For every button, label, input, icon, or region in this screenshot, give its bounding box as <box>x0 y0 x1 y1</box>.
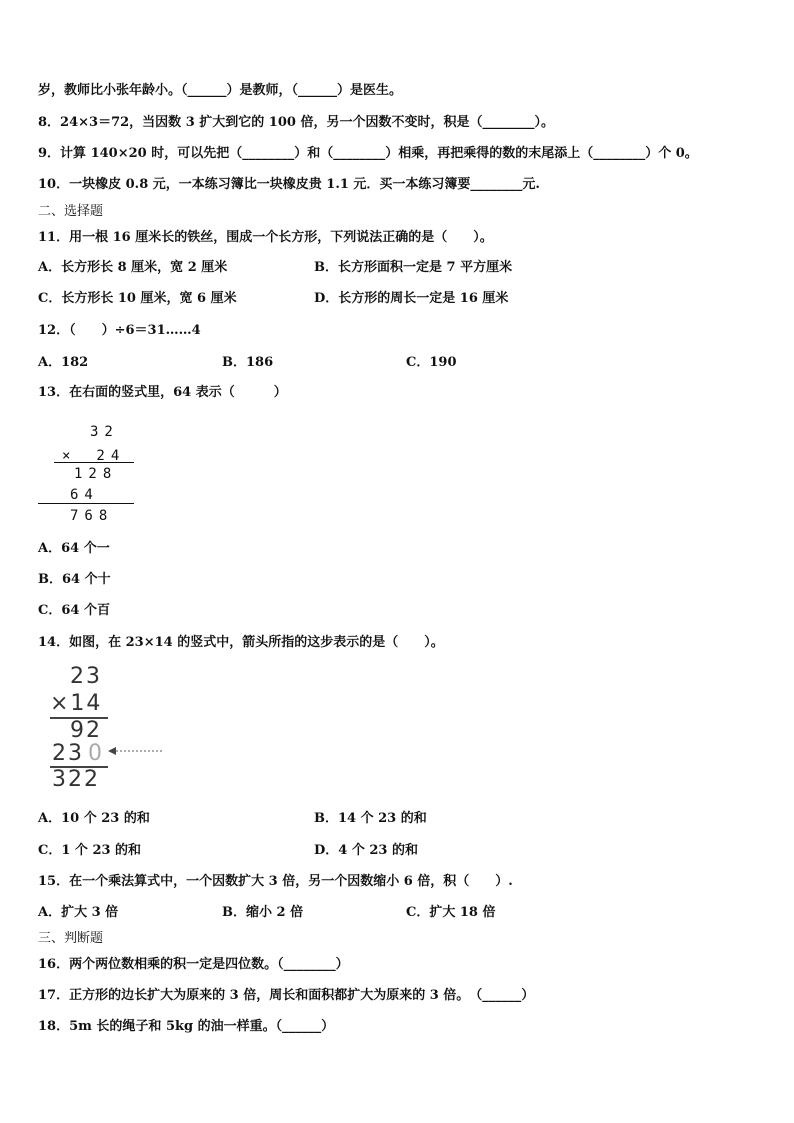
question-11: 11．用一根 16 厘米长的铁丝，围成一个长方形，下列说法正确的是（ ）。 <box>38 230 493 245</box>
calc1-row3: 128 <box>74 466 118 482</box>
question-9: 9．计算 140×20 时，可以先把（________）和（________）相乘，再把乘得的数的末尾添上（________）个 0。 <box>38 146 698 161</box>
calc1-line2 <box>38 503 134 504</box>
question-17: 17．正方形的边长扩大为原来的 3 倍，周长和面积都扩大为原来的 3 倍。 （______） <box>38 988 535 1003</box>
question-7-continued: 岁，教师比小张年龄小。（______）是教师，（______）是医生。 <box>38 83 403 98</box>
question-13: 13．在右面的竖式里，64 表示（ ） <box>38 385 287 400</box>
q14-option-c: C．1 个 23 的和 <box>38 843 142 858</box>
calc2-dotted-zero: 0 <box>88 741 104 766</box>
section-choice-heading: 二、选择题 <box>38 204 104 219</box>
calc1-row4: 64 <box>70 487 99 503</box>
calc2-row2: ×14 <box>50 691 103 716</box>
section-judge-heading: 三、判断题 <box>38 931 104 946</box>
calc1-row5: 768 <box>70 508 114 524</box>
calc1-row2: × 24 <box>62 448 126 464</box>
q13-option-b: B．64 个十 <box>38 572 111 587</box>
q12-option-c: C．190 <box>406 355 457 370</box>
question-12: 12．（ ）÷6＝31……4 <box>38 323 201 338</box>
q12-option-a: A．182 <box>38 355 89 370</box>
question-14: 14．如图，在 23×14 的竖式中，箭头所指的这步表示的是（ ）。 <box>38 635 444 650</box>
q14-option-b: B．14 个 23 的和 <box>314 811 427 826</box>
q12-option-b: B．186 <box>222 355 274 370</box>
q15-option-c: C．扩大 18 倍 <box>406 905 496 920</box>
q15-option-b: B．缩小 2 倍 <box>222 905 304 920</box>
q14-option-a: A．10 个 23 的和 <box>38 811 150 826</box>
question-16: 16．两个两位数相乘的积一定是四位数。（________） <box>38 957 349 972</box>
calc1-line1 <box>54 462 134 463</box>
q11-option-d: D．长方形的周长一定是 16 厘米 <box>314 291 509 306</box>
calc2-row4: 23 <box>52 741 84 766</box>
question-8: 8．24×3＝72，当因数 3 扩大到它的 100 倍，另一个因数不变时，积是（________）。 <box>38 115 554 130</box>
calc2-row5: 322 <box>52 767 100 792</box>
question-18: 18．5m 长的绳子和 5kg 的油一样重。（______） <box>38 1019 335 1034</box>
question-10: 10．一块橡皮 0.8 元，一本练习簿比一块橡皮贵 1.1 元．买一本练习簿要________元. <box>38 177 540 192</box>
q11-option-b: B．长方形面积一定是 7 平方厘米 <box>314 260 513 275</box>
q11-option-a: A．长方形长 8 厘米，宽 2 厘米 <box>38 260 228 275</box>
calc2-row1: 23 <box>70 664 102 689</box>
q13-option-a: A．64 个一 <box>38 541 110 556</box>
q14-option-d: D．4 个 23 的和 <box>314 843 418 858</box>
question-15: 15．在一个乘法算式中，一个因数扩大 3 倍，另一个因数缩小 6 倍，积（ ）. <box>38 874 513 889</box>
arrow-left-icon <box>106 745 164 757</box>
calc1-row1: 32 <box>90 424 119 440</box>
q13-option-c: C．64 个百 <box>38 603 110 618</box>
q11-option-c: C．长方形长 10 厘米，宽 6 厘米 <box>38 291 237 306</box>
calc2-row3: 92 <box>70 718 102 743</box>
q15-option-a: A．扩大 3 倍 <box>38 905 119 920</box>
